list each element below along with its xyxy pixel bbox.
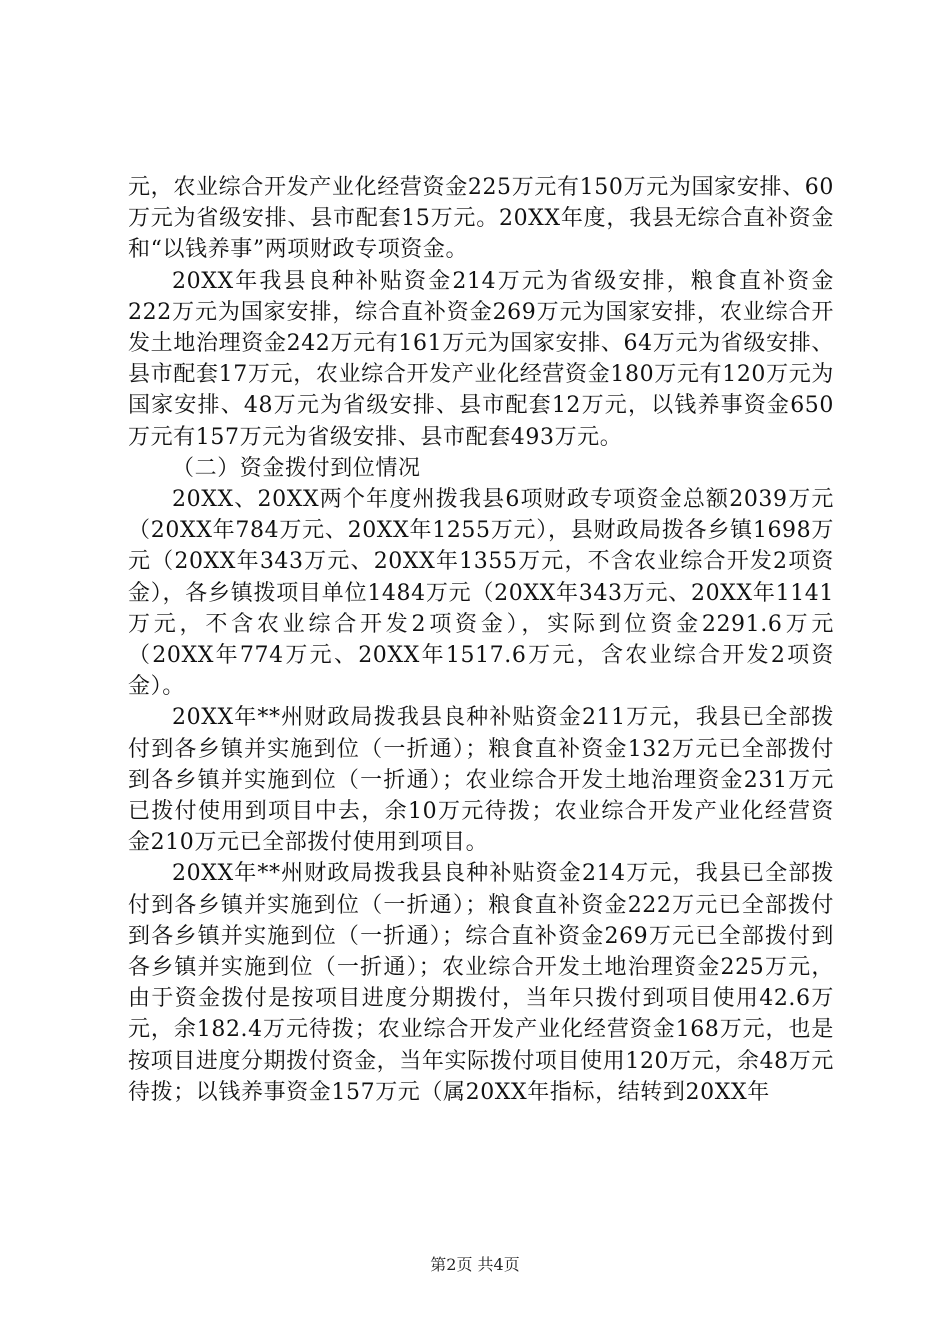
paragraph-allocation-year-two: 20XX年**州财政局拨我县良种补贴资金214万元，我县已全部拨付到各乡镇并实施到位（一折通）；粮食直补资金222万元已全部拨付到各乡镇并实施到位（一折通）；综合直补资金269万元已全部拨付到各乡镇并实施到位（一折通）；农业综合开发土地治理资金225万元，由于资金拨付是按项目进度分期拨付，当年只拨付到项目使用42.6万元，余182.4万元待拨；农业综合开发产业化经营资金168万元，也是按项目进度分期拨付资金，当年实际拨付项目使用120万元，余48万元待拨；以钱养事资金157万元（属20XX年指标，结转到20XX年 <box>128 861 834 1105</box>
section-heading-fund-allocation: （二）资金拨付到位情况 <box>172 455 421 481</box>
paragraph-allocation-year-one: 20XX年**州财政局拨我县良种补贴资金211万元，我县已全部拨付到各乡镇并实施到位（一折通）；粮食直补资金132万元已全部拨付到各乡镇并实施到位（一折通）；农业综合开发土地治理资金231万元已拨付使用到项目中去，余10万元待拨；农业综合开发产业化经营资金210万元已全部拨付使用到项目。 <box>128 705 834 856</box>
page-number: 第2页 共4页 <box>430 1255 520 1274</box>
document-body <box>128 172 834 1108</box>
paragraph-funding-sources: 20XX年我县良种补贴资金214万元为省级安排，粮食直补资金222万元为国家安排，综合直补资金269万元为国家安排，农业综合开发土地治理资金242万元有161万元为国家安排、64万元为省级安排、县市配套17万元，农业综合开发产业化经营资金180万元有120万元为国家安排、48万元为省级安排、县市配套12万元，以钱养事资金650万元有157万元为省级安排、县市配套493万元。 <box>128 268 834 450</box>
paragraph-continuation: 元，农业综合开发产业化经营资金225万元有150万元为国家安排、60万元为省级安排、县市配套15万元。20XX年度，我县无综合直补资金和“以钱养事”两项财政专项资金。 <box>128 175 834 263</box>
paragraph-allocation-totals: 20XX、20XX两个年度州拨我县6项财政专项资金总额2039万元（20XX年784万元、20XX年1255万元），县财政局拨各乡镇1698万元（20XX年343万元、20XX年1355万元，不含农业综合开发2项资金），各乡镇拨项目单位1484万元（20XX年343万元、20XX年1141万元，不含农业综合开发2项资金），实际到位资金2291.6万元（20XX年774万元、20XX年1517.6万元，含农业综合开发2项资金）。 <box>128 487 834 700</box>
page-footer <box>0 1252 950 1275</box>
